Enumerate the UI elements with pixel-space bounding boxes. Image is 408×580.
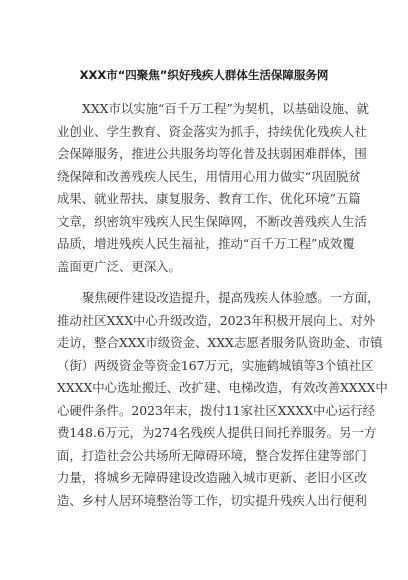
paragraph-gap — [57, 278, 351, 287]
paragraph-line: XXXX中心选址搬迁、改扩建、电梯改造，有效改善XXXX中 — [57, 380, 388, 395]
paragraph-line: 造、乡村人居环境整治等工作，切实提升残疾人出行便利 — [57, 492, 367, 508]
paragraph-line: 盖面更广泛、更深入。 — [57, 258, 181, 274]
paragraph-1 — [57, 98, 369, 278]
paragraph-line: 力量，将城乡无障碍建设改造融入城市更新、老旧小区改 — [57, 470, 367, 485]
paragraph-line: 品质，增进残疾人民生福祉，推动“百千万工程”成效覆 — [57, 236, 355, 251]
paragraph-line: 会保障服务，推进公共服务均等化普及扶弱困难群体，围 — [57, 146, 367, 161]
paragraph-line: 费148.6万元，为274名残疾人提供日间托养服务。另一方 — [57, 425, 377, 440]
document-body — [57, 98, 388, 512]
paragraph-line: 成果、就业帮扶、康复服务、教育工作、优化环境”五篇 — [57, 191, 361, 206]
paragraph-line: （街）两级资金等资金167万元，实施鹤城镇等3个镇社区 — [57, 357, 374, 373]
document-title: XXX市“四聚焦”织好残疾人群体生活保障服务网 — [79, 68, 329, 82]
paragraph-line: 绕保障和改善残疾人民生，用情用心用力做实“巩固脱贫 — [57, 168, 361, 184]
paragraph-line: 走访，整合XXX市级资金、XXX志愿者服务队资助金、市镇 — [57, 335, 383, 350]
paragraph-line: 面，打造社会公共场所无障碍环境，整合发挥住建等部门 — [57, 447, 367, 463]
paragraph-line: 文章，织密筑牢残疾人民生保障网，不断改善残疾人生活 — [57, 213, 367, 229]
paragraph-line: XXX市以实施“百千万工程”为契机，以基础设施、就 — [82, 101, 369, 116]
paragraph-2 — [57, 287, 388, 512]
paragraph-line: 聚焦硬件建设改造提升，提高残疾人体验感。一方面， — [82, 290, 380, 305]
paragraph-line: 推动社区XXX中心升级改造，2023年积极开展向上、对外 — [57, 312, 376, 328]
paragraph-line: 业创业、学生教育、资金落实为抓手，持续优化残疾人社 — [57, 123, 367, 139]
paragraph-line: 心硬件条件。2023年末，拨付11家社区XXXX中心运行经 — [57, 402, 376, 418]
